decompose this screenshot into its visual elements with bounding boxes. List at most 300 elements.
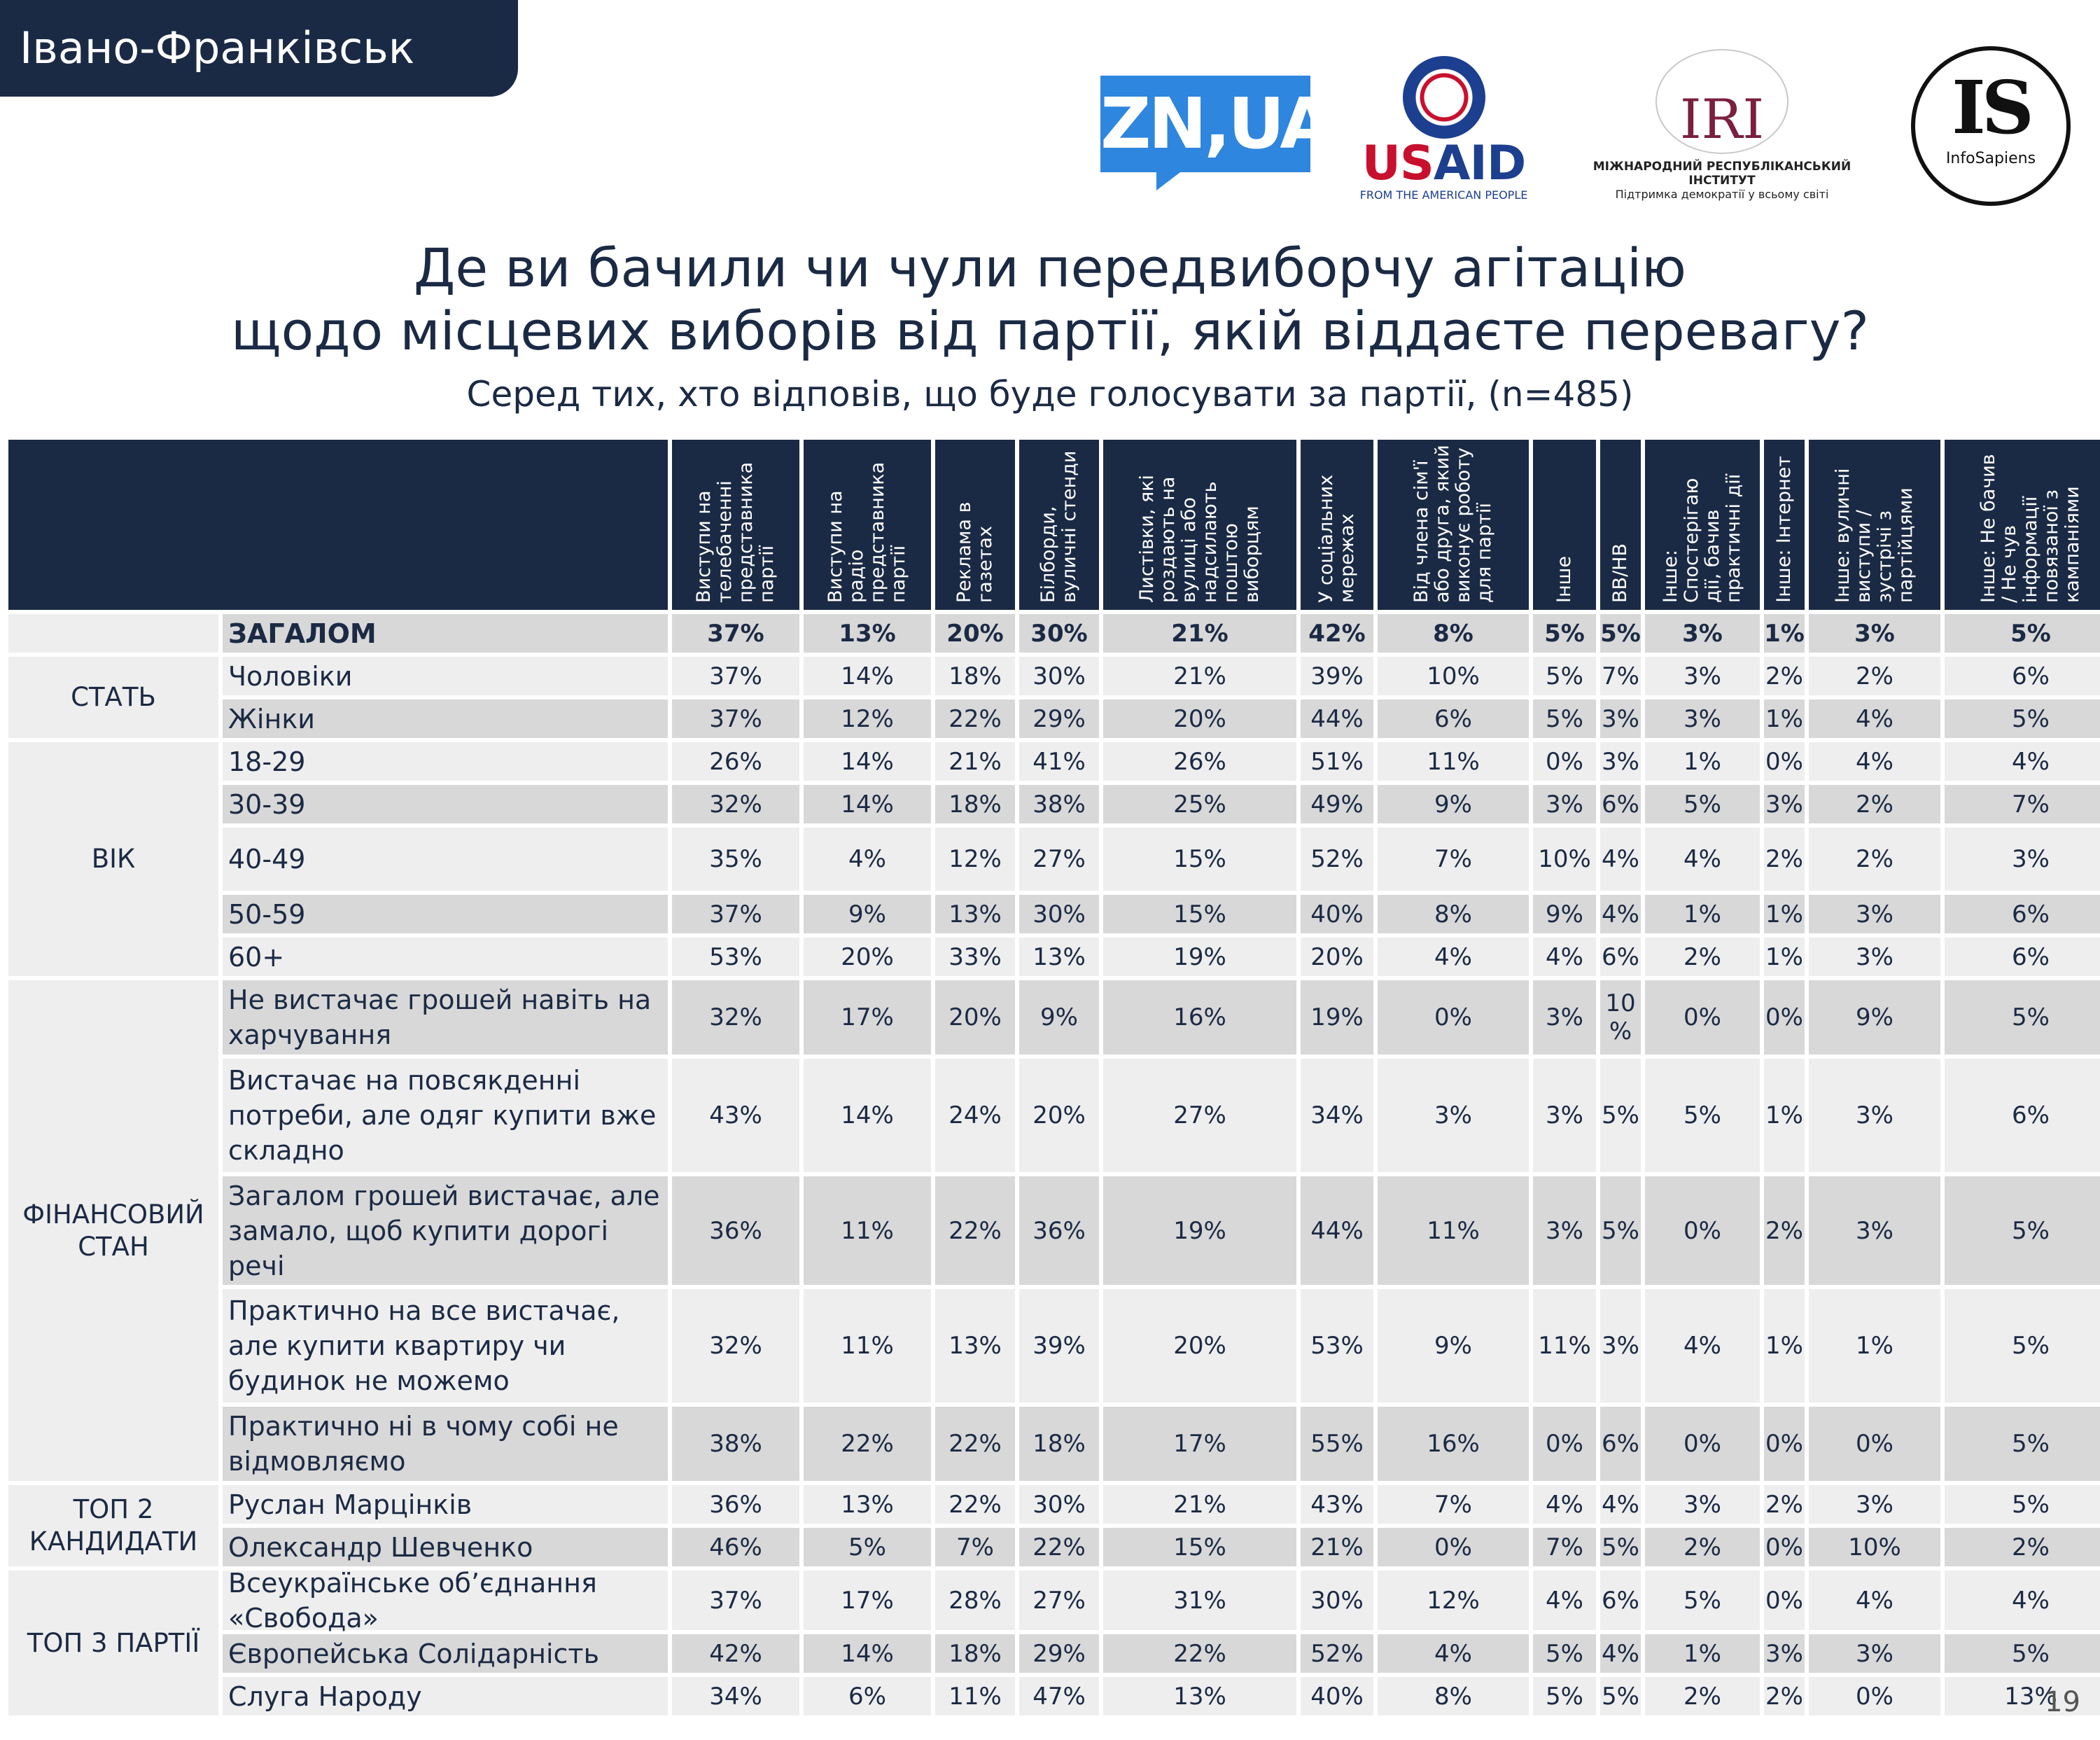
- value-cell: 11%: [1533, 1289, 1596, 1403]
- value-cell: 0%: [1378, 980, 1529, 1055]
- total-row-label: ЗАГАЛОМ: [223, 614, 668, 653]
- column-header: [1809, 440, 1940, 610]
- value-cell: 36%: [1019, 1176, 1099, 1285]
- value-cell: 21%: [1301, 1528, 1373, 1566]
- value-cell: 5%: [1533, 614, 1596, 653]
- value-cell: 17%: [804, 980, 931, 1055]
- column-header: [1945, 440, 2100, 610]
- row-label: Не вистачає грошей навіть на харчування: [223, 980, 668, 1055]
- value-cell: 19%: [1301, 980, 1373, 1055]
- value-cell: 16%: [1103, 980, 1296, 1055]
- zn-ua-logo-text: ZN,UA: [1100, 83, 1331, 165]
- value-cell: 2%: [1645, 1677, 1760, 1715]
- value-cell: 37%: [672, 895, 799, 933]
- value-cell: 3%: [1809, 1634, 1940, 1673]
- value-cell: 3%: [1600, 700, 1641, 738]
- value-cell: 32%: [672, 980, 799, 1055]
- value-cell: 55%: [1301, 1407, 1373, 1481]
- value-cell: 37%: [672, 1571, 799, 1630]
- value-cell: 3%: [1600, 1289, 1641, 1403]
- value-cell: 31%: [1103, 1571, 1296, 1630]
- value-cell: 30%: [1019, 657, 1099, 695]
- value-cell: 5%: [1645, 1571, 1760, 1630]
- iri-globe-icon: [1656, 49, 1788, 154]
- value-cell: 0%: [1378, 1528, 1529, 1566]
- value-cell: 3%: [1809, 614, 1940, 653]
- value-cell: 46%: [672, 1528, 799, 1566]
- value-cell: 5%: [1533, 700, 1596, 738]
- column-header-label: У соціальних мережах: [1315, 474, 1358, 603]
- value-cell: 14%: [804, 785, 931, 823]
- column-header-label: ВВ/НВ: [1609, 543, 1631, 603]
- value-cell: 3%: [1809, 1485, 1940, 1524]
- value-cell: 5%: [1533, 1634, 1596, 1673]
- value-cell: 20%: [1103, 1289, 1296, 1403]
- value-cell: 2%: [1645, 1528, 1760, 1566]
- value-cell: 4%: [1533, 1485, 1596, 1524]
- column-header-label: Інше: вуличні виступи / зустрічі з партійцями: [1832, 468, 1917, 603]
- value-cell: 3%: [1645, 700, 1760, 738]
- page-title-line-1: Де ви бачили чи чули передвиборчу агітацію: [413, 237, 1687, 299]
- column-header-label: Інше: Не бачив / Не чув інформації повязаної з кампаніями: [1977, 454, 2083, 603]
- value-cell: 2%: [1809, 657, 1940, 695]
- column-header: [1600, 440, 1641, 610]
- iri-mark: IRI: [1679, 88, 1765, 151]
- value-cell: 1%: [1764, 895, 1805, 933]
- row-label: Практично на все вистачає, але купити квартиру чи будинок не можемо: [223, 1289, 668, 1403]
- value-cell: 0%: [1764, 1407, 1805, 1481]
- value-cell: 5%: [1945, 700, 2100, 738]
- value-cell: 15%: [1103, 828, 1296, 891]
- value-cell: 37%: [672, 700, 799, 738]
- value-cell: 1%: [1645, 742, 1760, 781]
- value-cell: 5%: [1600, 1176, 1641, 1285]
- value-cell: 5%: [1600, 1059, 1641, 1172]
- value-cell: 21%: [1103, 657, 1296, 695]
- value-cell: 1%: [1645, 1634, 1760, 1673]
- value-cell: 3%: [1809, 1059, 1940, 1172]
- value-cell: 53%: [1301, 1289, 1373, 1403]
- value-cell: 21%: [1103, 614, 1296, 653]
- value-cell: 0%: [1809, 1407, 1940, 1481]
- value-cell: 13%: [1019, 938, 1099, 976]
- value-cell: 5%: [1533, 1677, 1596, 1715]
- row-label: Жінки: [223, 700, 668, 738]
- value-cell: 0%: [1533, 742, 1596, 781]
- value-cell: 4%: [1600, 1634, 1641, 1673]
- column-header-label: Білборди, вуличні стенди: [1037, 450, 1080, 603]
- value-cell: 12%: [1378, 1571, 1529, 1630]
- value-cell: 2%: [1645, 938, 1760, 976]
- value-cell: 43%: [672, 1059, 799, 1172]
- value-cell: 6%: [1945, 895, 2100, 933]
- row-label: Руслан Марцінків: [223, 1485, 668, 1524]
- value-cell: 14%: [804, 657, 931, 695]
- row-label: Європейська Солідарність: [223, 1634, 668, 1673]
- value-cell: 8%: [1378, 895, 1529, 933]
- usaid-logo: [1351, 56, 1536, 203]
- value-cell: 8%: [1378, 614, 1529, 653]
- value-cell: 7%: [935, 1528, 1015, 1566]
- value-cell: 5%: [1945, 1289, 2100, 1403]
- value-cell: 9%: [1533, 895, 1596, 933]
- column-header-label: Виступи на телебаченні представника партії: [693, 461, 778, 603]
- value-cell: 10%: [1809, 1528, 1940, 1566]
- value-cell: 4%: [1809, 700, 1940, 738]
- value-cell: 5%: [1645, 1059, 1760, 1172]
- column-header-label: Інше: Спостерігаю дії, бачив практичні дії: [1660, 473, 1744, 603]
- value-cell: 5%: [1945, 1634, 2100, 1673]
- value-cell: 13%: [1945, 1677, 2100, 1715]
- value-cell: 37%: [672, 657, 799, 695]
- value-cell: 22%: [804, 1407, 931, 1481]
- value-cell: 18%: [1019, 1407, 1099, 1481]
- page-title-line-2: щодо місцевих виборів від партії, якій віддаєте перевагу?: [231, 300, 1869, 362]
- value-cell: 30%: [1019, 614, 1099, 653]
- value-cell: 2%: [1764, 828, 1805, 891]
- value-cell: 34%: [1301, 1059, 1373, 1172]
- value-cell: 14%: [804, 1059, 931, 1172]
- value-cell: 29%: [1019, 1634, 1099, 1673]
- value-cell: 11%: [804, 1289, 931, 1403]
- table-header-corner: [8, 440, 668, 610]
- value-cell: 27%: [1019, 828, 1099, 891]
- value-cell: 1%: [1764, 1059, 1805, 1172]
- value-cell: 6%: [1600, 1571, 1641, 1630]
- value-cell: 5%: [804, 1528, 931, 1566]
- value-cell: 4%: [1378, 1634, 1529, 1673]
- value-cell: 6%: [1600, 938, 1641, 976]
- value-cell: 8%: [1378, 1677, 1529, 1715]
- value-cell: 17%: [1103, 1407, 1296, 1481]
- value-cell: 0%: [1645, 1407, 1760, 1481]
- value-cell: 26%: [1103, 742, 1296, 781]
- value-cell: 38%: [1019, 785, 1099, 823]
- column-header-label: Виступи на радіо представника партії: [825, 461, 909, 603]
- column-header: [1103, 440, 1296, 610]
- value-cell: 20%: [1103, 700, 1296, 738]
- value-cell: 5%: [1945, 1485, 2100, 1524]
- value-cell: 40%: [1301, 1677, 1373, 1715]
- column-header-label: Інше: [1553, 556, 1575, 603]
- row-label: 40-49: [223, 828, 668, 891]
- column-header: [672, 440, 799, 610]
- value-cell: 4%: [1645, 1289, 1760, 1403]
- category-label: СТАТЬ: [8, 657, 218, 738]
- value-cell: 30%: [1019, 1485, 1099, 1524]
- value-cell: 0%: [1645, 1176, 1760, 1285]
- value-cell: 4%: [1600, 895, 1641, 933]
- category-label: ФІНАНСОВИЙ СТАН: [8, 980, 218, 1481]
- value-cell: 44%: [1301, 700, 1373, 738]
- column-header: [1533, 440, 1596, 610]
- value-cell: 1%: [1809, 1289, 1940, 1403]
- value-cell: 19%: [1103, 1176, 1296, 1285]
- value-cell: 11%: [1378, 1176, 1529, 1285]
- value-cell: 4%: [1533, 938, 1596, 976]
- value-cell: 14%: [804, 1634, 931, 1673]
- value-cell: 1%: [1645, 895, 1760, 933]
- value-cell: 27%: [1103, 1059, 1296, 1172]
- value-cell: 39%: [1019, 1289, 1099, 1403]
- zn-ua-logo: [1100, 76, 1331, 172]
- value-cell: 24%: [935, 1059, 1015, 1172]
- infosapiens-logo: [1911, 46, 2071, 206]
- column-header: [1301, 440, 1373, 610]
- value-cell: 22%: [935, 700, 1015, 738]
- value-cell: 22%: [1019, 1528, 1099, 1566]
- value-cell: 2%: [1764, 1677, 1805, 1715]
- column-header-label: Інше: Інтернет: [1773, 456, 1795, 603]
- page-title: [0, 237, 2100, 363]
- value-cell: 4%: [1533, 1571, 1596, 1630]
- category-label: [8, 614, 218, 653]
- value-cell: 4%: [1378, 938, 1529, 976]
- iri-slogan: Підтримка демократії у всьому світі: [1615, 188, 1829, 201]
- value-cell: 16%: [1378, 1407, 1529, 1481]
- value-cell: 13%: [935, 1289, 1015, 1403]
- value-cell: 2%: [1764, 1485, 1805, 1524]
- category-label: ТОП 3 ПАРТІЇ: [8, 1571, 218, 1715]
- value-cell: 42%: [672, 1634, 799, 1673]
- value-cell: 52%: [1301, 1634, 1373, 1673]
- value-cell: 11%: [935, 1677, 1015, 1715]
- value-cell: 0%: [1764, 980, 1805, 1055]
- category-label: ТОП 2 КАНДИДАТИ: [8, 1485, 218, 1566]
- value-cell: 9%: [1378, 785, 1529, 823]
- value-cell: 27%: [1019, 1571, 1099, 1630]
- value-cell: 11%: [1378, 742, 1529, 781]
- value-cell: 6%: [1600, 1407, 1641, 1481]
- value-cell: 9%: [1809, 980, 1940, 1055]
- value-cell: 7%: [1533, 1528, 1596, 1566]
- value-cell: 3%: [1809, 1176, 1940, 1285]
- value-cell: 15%: [1103, 895, 1296, 933]
- usaid-word-us: US: [1362, 136, 1434, 191]
- value-cell: 36%: [672, 1485, 799, 1524]
- value-cell: 6%: [1600, 785, 1641, 823]
- value-cell: 32%: [672, 1289, 799, 1403]
- value-cell: 43%: [1301, 1485, 1373, 1524]
- value-cell: 2%: [1764, 657, 1805, 695]
- value-cell: 3%: [1645, 657, 1760, 695]
- usaid-seal-icon: [1403, 56, 1485, 139]
- column-header: [1645, 440, 1760, 610]
- value-cell: 29%: [1019, 700, 1099, 738]
- value-cell: 3%: [1764, 1634, 1805, 1673]
- category-label: ВІК: [8, 742, 218, 976]
- value-cell: 15%: [1103, 1528, 1296, 1566]
- infosapiens-name: InfoSapiens: [1945, 150, 2036, 167]
- value-cell: 13%: [804, 1485, 931, 1524]
- value-cell: 4%: [1645, 828, 1760, 891]
- value-cell: 1%: [1764, 938, 1805, 976]
- value-cell: 33%: [935, 938, 1015, 976]
- value-cell: 12%: [935, 828, 1015, 891]
- value-cell: 6%: [1945, 1059, 2100, 1172]
- column-header: [1378, 440, 1529, 610]
- value-cell: 0%: [1645, 980, 1760, 1055]
- value-cell: 7%: [1600, 657, 1641, 695]
- value-cell: 4%: [1945, 742, 2100, 781]
- column-header-label: Листівки, які роздають на вулиці або надсилають поштою виборцям: [1136, 475, 1263, 603]
- value-cell: 3%: [1809, 938, 1940, 976]
- value-cell: 5%: [1600, 1528, 1641, 1566]
- value-cell: 3%: [1645, 1485, 1760, 1524]
- value-cell: 38%: [672, 1407, 799, 1481]
- column-header: [804, 440, 931, 610]
- city-banner: [0, 0, 518, 97]
- value-cell: 6%: [1945, 657, 2100, 695]
- value-cell: 11%: [804, 1176, 931, 1285]
- value-cell: 2%: [1764, 1176, 1805, 1285]
- value-cell: 30%: [1019, 895, 1099, 933]
- value-cell: 53%: [672, 938, 799, 976]
- row-label: Практично ні в чому собі не відмовляємо: [223, 1407, 668, 1481]
- column-header: [1764, 440, 1805, 610]
- value-cell: 10 %: [1600, 980, 1641, 1055]
- row-label: Чоловіки: [223, 657, 668, 695]
- value-cell: 3%: [1378, 1059, 1529, 1172]
- value-cell: 5%: [1945, 1176, 2100, 1285]
- row-label: 50-59: [223, 895, 668, 933]
- value-cell: 6%: [804, 1677, 931, 1715]
- value-cell: 4%: [804, 828, 931, 891]
- value-cell: 5%: [1945, 980, 2100, 1055]
- value-cell: 30%: [1301, 1571, 1373, 1630]
- row-label: 18-29: [223, 742, 668, 781]
- value-cell: 3%: [1533, 980, 1596, 1055]
- value-cell: 32%: [672, 785, 799, 823]
- infosapiens-mark: IS: [1952, 64, 2030, 151]
- value-cell: 0%: [1764, 1528, 1805, 1566]
- value-cell: 20%: [935, 614, 1015, 653]
- value-cell: 6%: [1945, 938, 2100, 976]
- row-label: Слуга Народу: [223, 1677, 668, 1715]
- value-cell: 17%: [804, 1571, 931, 1630]
- value-cell: 3%: [1533, 785, 1596, 823]
- row-label: Вистачає на повсякденні потреби, але одяг купити вже складно: [223, 1059, 668, 1172]
- value-cell: 37%: [672, 614, 799, 653]
- row-label: Загалом грошей вистачає, але замало, щоб купити дорогі речі: [223, 1176, 668, 1285]
- page-subtitle: Серед тих, хто відповів, що буде голосувати за партії, (n=485): [466, 374, 1634, 415]
- value-cell: 5%: [1945, 1407, 2100, 1481]
- value-cell: 7%: [1945, 785, 2100, 823]
- value-cell: 4%: [1809, 742, 1940, 781]
- value-cell: 3%: [1645, 614, 1760, 653]
- value-cell: 20%: [804, 938, 931, 976]
- value-cell: 6%: [1378, 700, 1529, 738]
- value-cell: 5%: [1645, 785, 1760, 823]
- column-header: [935, 440, 1015, 610]
- value-cell: 2%: [1809, 785, 1940, 823]
- value-cell: 3%: [1764, 785, 1805, 823]
- usaid-tagline: FROM THE AMERICAN PEOPLE: [1359, 188, 1528, 202]
- value-cell: 0%: [1533, 1407, 1596, 1481]
- value-cell: 39%: [1301, 657, 1373, 695]
- value-cell: 9%: [1019, 980, 1099, 1055]
- row-label: 30-39: [223, 785, 668, 823]
- value-cell: 7%: [1378, 828, 1529, 891]
- row-label: Олександр Шевченко: [223, 1528, 668, 1566]
- value-cell: 26%: [672, 742, 799, 781]
- value-cell: 52%: [1301, 828, 1373, 891]
- value-cell: 5%: [1600, 1677, 1641, 1715]
- value-cell: 47%: [1019, 1677, 1099, 1715]
- value-cell: 22%: [935, 1176, 1015, 1285]
- value-cell: 4%: [1809, 1571, 1940, 1630]
- value-cell: 10%: [1533, 828, 1596, 891]
- value-cell: 42%: [1301, 614, 1373, 653]
- value-cell: 9%: [804, 895, 931, 933]
- page-number: 19: [2045, 1686, 2080, 1718]
- value-cell: 3%: [1945, 828, 2100, 891]
- value-cell: 18%: [935, 657, 1015, 695]
- value-cell: 12%: [804, 700, 931, 738]
- value-cell: 0%: [1764, 1571, 1805, 1630]
- row-label: Всеукраїнське об’єднання «Свобода»: [223, 1571, 668, 1630]
- value-cell: 0%: [1764, 742, 1805, 781]
- value-cell: 41%: [1019, 742, 1099, 781]
- value-cell: 20%: [1019, 1059, 1099, 1172]
- value-cell: 22%: [935, 1485, 1015, 1524]
- value-cell: 36%: [672, 1176, 799, 1285]
- value-cell: 2%: [1809, 828, 1940, 891]
- value-cell: 22%: [1103, 1634, 1296, 1673]
- usaid-word-aid: AID: [1433, 136, 1526, 191]
- value-cell: 3%: [1600, 742, 1641, 781]
- value-cell: 22%: [935, 1407, 1015, 1481]
- value-cell: 51%: [1301, 742, 1373, 781]
- value-cell: 5%: [1600, 614, 1641, 653]
- value-cell: 3%: [1533, 1059, 1596, 1172]
- column-header-label: Реклама в газетах: [953, 501, 996, 603]
- value-cell: 1%: [1764, 1289, 1805, 1403]
- value-cell: 13%: [935, 895, 1015, 933]
- value-cell: 13%: [1103, 1677, 1296, 1715]
- value-cell: 21%: [935, 742, 1015, 781]
- value-cell: 28%: [935, 1571, 1015, 1630]
- value-cell: 4%: [1600, 1485, 1641, 1524]
- value-cell: 5%: [1945, 614, 2100, 653]
- value-cell: 5%: [1533, 657, 1596, 695]
- value-cell: 9%: [1378, 1289, 1529, 1403]
- value-cell: 1%: [1764, 614, 1805, 653]
- value-cell: 3%: [1809, 895, 1940, 933]
- value-cell: 4%: [1945, 1571, 2100, 1630]
- row-label: 60+: [223, 938, 668, 976]
- value-cell: 18%: [935, 1634, 1015, 1673]
- value-cell: 7%: [1378, 1485, 1529, 1524]
- value-cell: 13%: [804, 614, 931, 653]
- value-cell: 40%: [1301, 895, 1373, 933]
- value-cell: 1%: [1764, 700, 1805, 738]
- value-cell: 35%: [672, 828, 799, 891]
- value-cell: 44%: [1301, 1176, 1373, 1285]
- city-title: Івано-Франківськ: [20, 22, 415, 74]
- value-cell: 19%: [1103, 938, 1296, 976]
- value-cell: 18%: [935, 785, 1015, 823]
- iri-name: МІЖНАРОДНИЙ РЕСПУБЛІКАНСЬКИЙ ІНСТИТУТ: [1592, 160, 1851, 188]
- value-cell: 0%: [1809, 1677, 1940, 1715]
- usaid-wordmark: [1351, 136, 1536, 191]
- value-cell: 4%: [1600, 828, 1641, 891]
- column-header-label: Від члена сім'ї або друга, який виконує роботу для партії: [1410, 445, 1495, 603]
- value-cell: 20%: [1301, 938, 1373, 976]
- value-cell: 49%: [1301, 785, 1373, 823]
- column-header: [1019, 440, 1099, 610]
- iri-logo: [1561, 49, 1883, 203]
